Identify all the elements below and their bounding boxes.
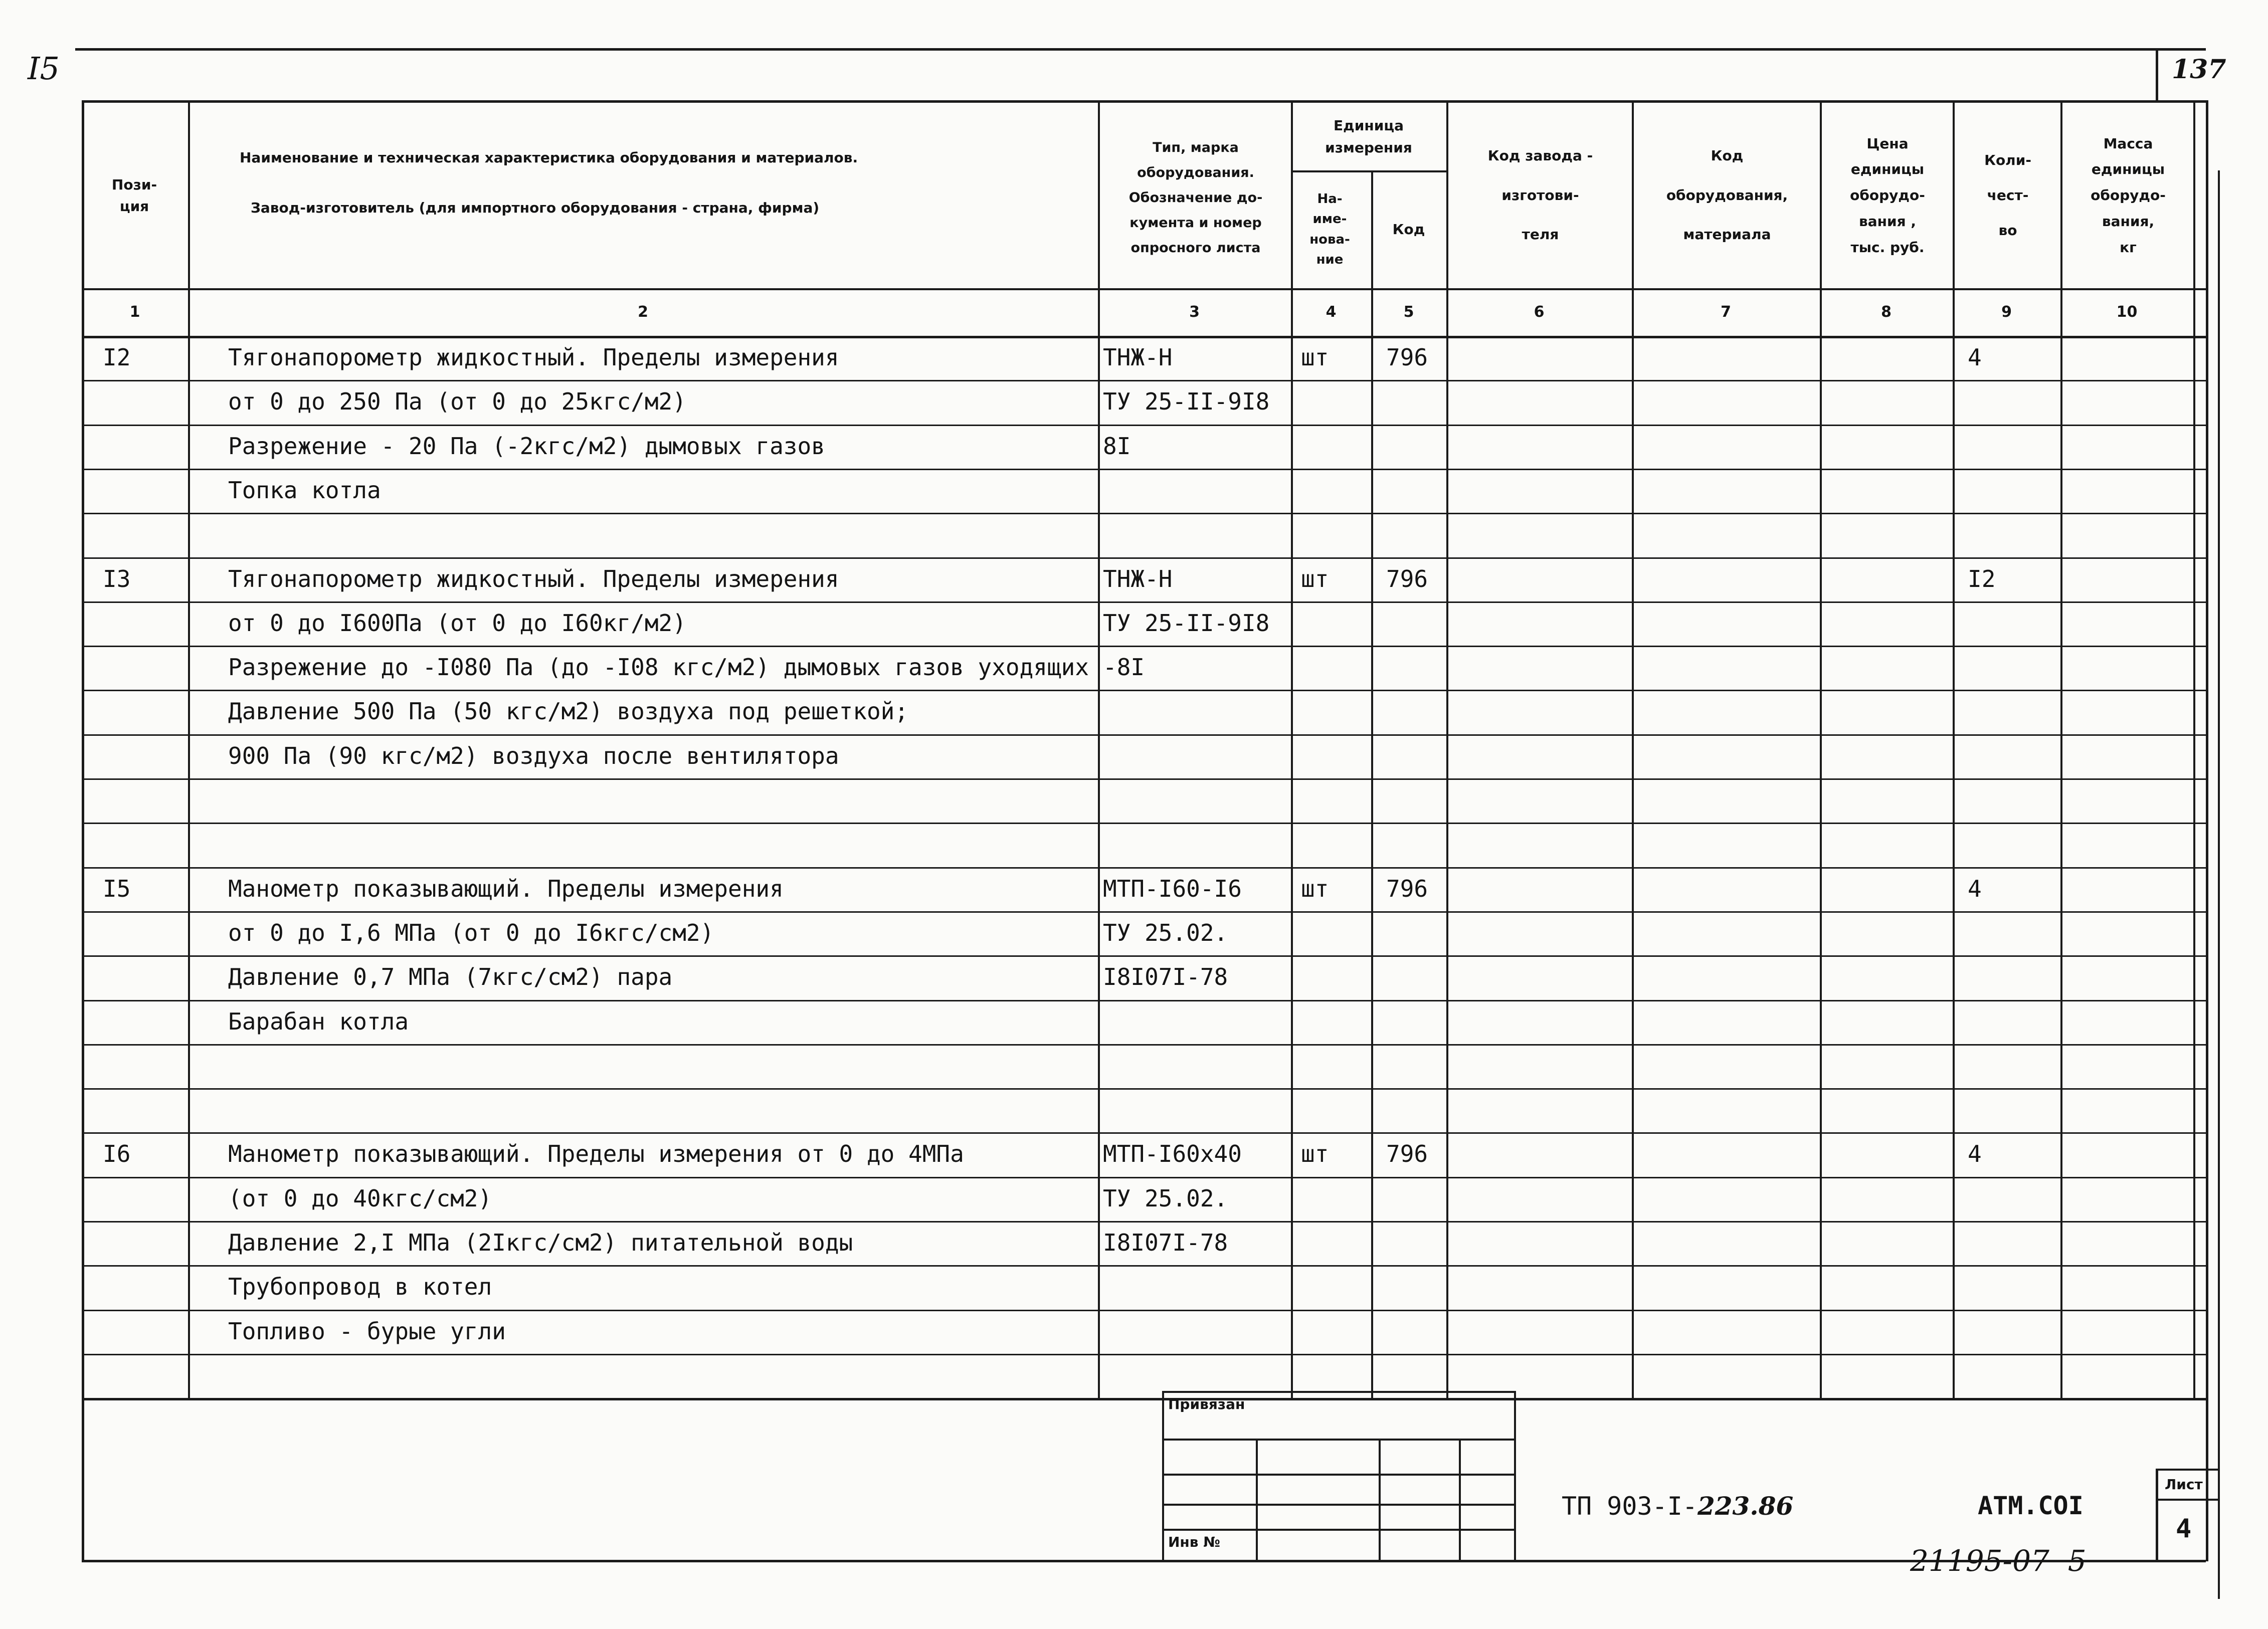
frame-top-line [75, 48, 2206, 51]
row-name: от 0 до I,6 МПа (от 0 до I6кгс/см2) [228, 919, 714, 946]
column-number: 8 [1881, 303, 1892, 321]
grid-row-line [82, 1177, 2206, 1178]
header-quantity: Коли- чест- во [1984, 152, 2031, 239]
project-number [1562, 1491, 1793, 1521]
row-unit-code: 796 [1386, 1140, 1428, 1167]
grid-row-line [82, 1310, 2206, 1311]
stamp-number: 21195-07 5 [1910, 1544, 2087, 1578]
row-type: ТНЖ-Н [1103, 565, 1173, 592]
grid-row-line [82, 1132, 2206, 1134]
grid-row-line [82, 1000, 2206, 1001]
sheet-number: 4 [2176, 1514, 2192, 1544]
header-unit-group: Единица измерения [1325, 117, 1412, 156]
row-type: ТУ 25-II-9I8 [1103, 609, 1270, 637]
header-unit-name: На- име- нова- ние [1309, 191, 1350, 267]
grid-sheet-bottom [82, 1560, 2206, 1562]
grid-row-line [82, 690, 2206, 691]
row-position: I5 [103, 875, 131, 902]
header-maker-code: Код завода - изготови- теля [1487, 147, 1593, 243]
row-type: ТУ 25.02. [1103, 1185, 1228, 1212]
row-unit-code: 796 [1386, 875, 1428, 902]
row-type: МТП-I60х40 [1103, 1140, 1242, 1167]
row-name: Топливо - бурые угли [228, 1318, 506, 1345]
grid-row-line [82, 646, 2206, 647]
row-unit: шт [1301, 344, 1329, 371]
row-type: ТУ 25.02. [1103, 919, 1228, 946]
row-position: I2 [103, 344, 131, 371]
document-code: АТМ.СОI [1978, 1491, 2084, 1520]
row-position: I6 [103, 1140, 131, 1167]
grid-row-line [82, 778, 2206, 780]
column-number: 6 [1534, 303, 1545, 321]
frame-right-tick [2156, 48, 2158, 100]
grid-row-line [82, 1221, 2206, 1223]
row-unit: шт [1301, 875, 1329, 902]
header-equipment-code: Код оборудования, материала [1666, 147, 1788, 243]
grid-row-line [82, 469, 2206, 470]
row-name: от 0 до 250 Па (от 0 до 25кгс/м2) [228, 388, 686, 415]
column-number: 5 [1403, 303, 1414, 321]
header-mass: Масса единицы оборудо- вания, кг [2091, 135, 2166, 256]
row-type: МТП-I60-I6 [1103, 875, 1242, 902]
project-number-printed: ТП 903-I- [1562, 1492, 1697, 1521]
grid-row-line [82, 823, 2206, 824]
header-position: Пози- ция [111, 176, 157, 215]
project-number-handwritten: 223.86 [1697, 1491, 1794, 1521]
column-number: 1 [129, 303, 140, 321]
row-type: ТУ 25-II-9I8 [1103, 388, 1270, 415]
row-position: I3 [103, 565, 131, 592]
grid-row-line [82, 911, 2206, 913]
grid-row-line [82, 557, 2206, 559]
grid-row-line [82, 1265, 2206, 1267]
row-unit: шт [1301, 1140, 1329, 1167]
row-name: Разрежение - 20 Па (-2кгс/м2) дымовых газов [228, 433, 825, 460]
header-name-line1: Наименование и техническая характеристика оборудования и материалов. [240, 149, 858, 166]
grid-body-bottom [82, 1398, 2206, 1400]
corner-mark-right: 137 [2172, 54, 2226, 85]
header-type: Тип, марка оборудования. Обозначение до- кумента и номер опросного листа [1128, 140, 1263, 256]
corner-mark-left: I5 [28, 50, 60, 87]
row-name: (от 0 до 40кгс/см2) [228, 1185, 492, 1212]
row-name: Манометр показывающий. Пределы измерения от 0 до 4МПа [228, 1140, 964, 1167]
grid-column-line [2193, 100, 2195, 1398]
row-name: Манометр показывающий. Пределы измерения [228, 875, 784, 902]
row-quantity: I2 [1968, 565, 1996, 592]
row-type: -8I [1103, 654, 1145, 681]
row-name: Топка котла [228, 477, 381, 504]
row-name: Разрежение до -I080 Па (до -I08 кгс/м2) дымовых газов уходящих [228, 654, 1089, 681]
grid-row-line [82, 955, 2206, 957]
grid-unit-split [1291, 170, 1446, 172]
row-name: Тягонапорометр жидкостный. Пределы измерения [228, 565, 839, 592]
row-unit-code: 796 [1386, 565, 1428, 592]
row-type: 8I [1103, 433, 1131, 460]
grid-row-line [82, 601, 2206, 603]
sheet-label: Лист [2165, 1476, 2203, 1493]
column-number: 9 [2001, 303, 2012, 321]
row-unit-code: 796 [1386, 344, 1428, 371]
grid-column-line [1371, 170, 1373, 1398]
header-price: Цена единицы оборудо- вания , тыс. руб. [1850, 135, 1925, 256]
column-number: 7 [1721, 303, 1731, 321]
row-name: 900 Па (90 кгс/м2) воздуха после вентилятора [228, 742, 839, 769]
header-unit-code: Код [1392, 221, 1425, 238]
row-unit: шт [1301, 565, 1329, 592]
row-name: Тягонапорометр жидкостный. Пределы измерения [228, 344, 839, 371]
grid-numbers-bottom [82, 336, 2206, 338]
header-name-line2: Завод-изготовитель (для импортного оборудования - страна, фирма) [251, 199, 820, 217]
grid-row-line [82, 425, 2206, 426]
bound-label: Привязан [1168, 1396, 1245, 1412]
grid-row-line [82, 867, 2206, 869]
row-name: Трубопровод в котел [228, 1273, 492, 1300]
grid-right-border [2206, 100, 2208, 1561]
grid-row-line [82, 513, 2206, 514]
row-name: Давление 500 Па (50 кгс/м2) воздуха под решеткой; [228, 698, 909, 725]
column-number: 2 [638, 303, 648, 321]
row-quantity: 4 [1968, 875, 1982, 902]
grid-row-line [82, 734, 2206, 736]
grid-row-line [82, 380, 2206, 381]
row-name: Барабан котла [228, 1008, 409, 1035]
column-number: 3 [1189, 303, 1200, 321]
row-quantity: 4 [1968, 1140, 1982, 1167]
row-name: Давление 2,I МПа (2Iкгс/см2) питательной воды [228, 1229, 853, 1256]
grid-row-line [82, 1044, 2206, 1046]
frame-right-edge [2218, 170, 2220, 1599]
column-number: 4 [1326, 303, 1337, 321]
row-quantity: 4 [1968, 344, 1982, 371]
column-number: 10 [2116, 303, 2138, 321]
row-name: от 0 до I600Па (от 0 до I60кг/м2) [228, 609, 686, 637]
row-type: I8I07I-78 [1103, 1229, 1228, 1256]
row-name: Давление 0,7 МПа (7кгс/см2) пара [228, 963, 673, 990]
row-type: I8I07I-78 [1103, 963, 1228, 990]
row-type: ТНЖ-Н [1103, 344, 1173, 371]
inventory-label: Инв № [1168, 1534, 1220, 1550]
grid-row-line [82, 1088, 2206, 1090]
grid-row-line [82, 1354, 2206, 1355]
